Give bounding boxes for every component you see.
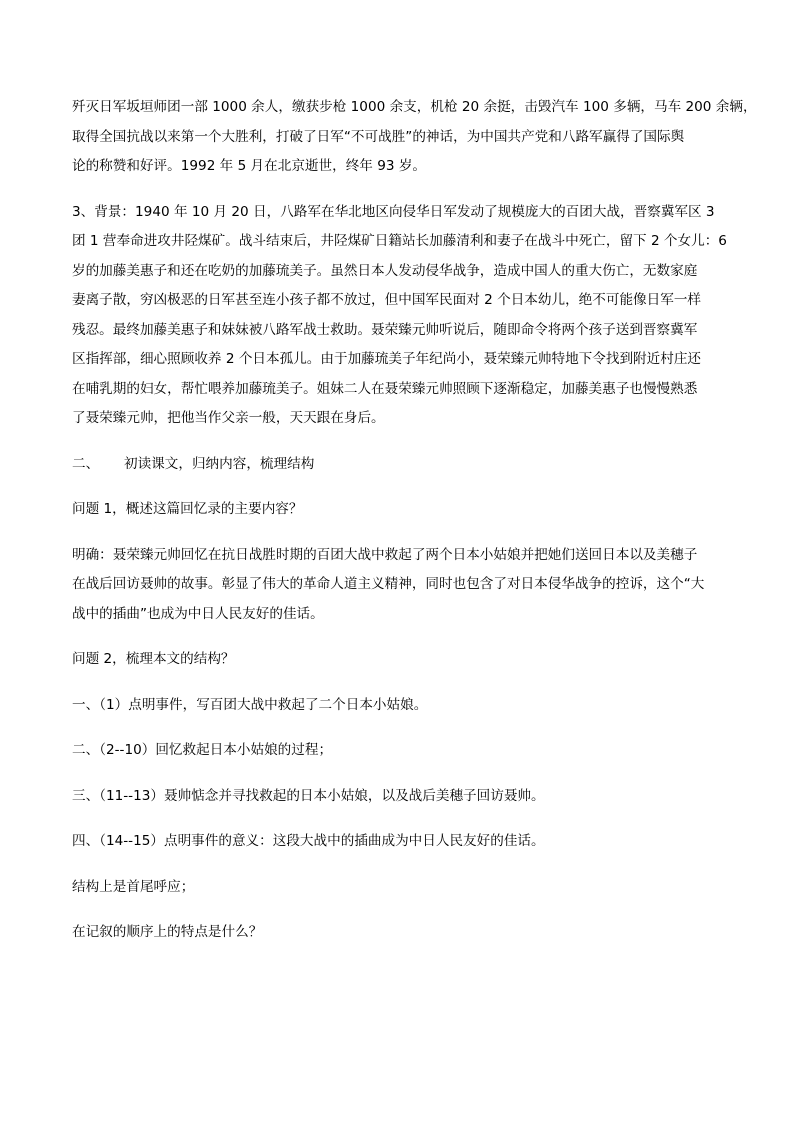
document-page xyxy=(72,93,757,964)
structure-item-4 xyxy=(72,827,744,857)
text-line: 取得全国抗战以来第一个大胜利，打破了日军“不可战胜”的神话，为中国共产党和八路军赢得了国际舆 xyxy=(72,128,685,145)
question-2 xyxy=(72,645,744,675)
question-1 xyxy=(72,495,744,525)
structure-text: 四、（14--15）点明事件的意义：这段大战中的插曲成为中日人民友好的佳话。 xyxy=(72,833,545,849)
text-line: 战中的插曲”也成为中日人民友好的佳话。 xyxy=(72,605,324,622)
question-text: 在记叙的顺序上的特点是什么？ xyxy=(72,924,263,940)
text-line: 妻离子散，穷凶极恶的日军甚至连小孩子都不放过，但中国军民面对 2 个日本幼儿，绝不可能像日军一样 xyxy=(72,292,702,308)
section-number: 二、 xyxy=(72,455,100,472)
text-line: 论的称赞和好评。1992 年 5 月在北京逝世，终年 93 岁。 xyxy=(72,158,427,174)
text-line: 残忍。最终加藤美惠子和妹妹被八路军战士救助。聂荣臻元帅听说后，随即命令将两个孩子送到晋察冀军 xyxy=(72,321,698,338)
section-heading xyxy=(72,450,744,480)
structure-item-3 xyxy=(72,782,744,812)
conclusion-text: 结构上是首尾呼应； xyxy=(72,878,195,895)
text-line: 明确：聂荣臻元帅回忆在抗日战胜时期的百团大战中救起了两个日本小姑娘并把她们送回日本以及美穗子 xyxy=(72,546,698,563)
question-text: 问题 2，梳理本文的结构？ xyxy=(72,651,235,667)
text-line: 团 1 营奉命进攻井陉煤矿。战斗结束后，井陉煤矿日籍站长加藤清利和妻子在战斗中死亡，留下 2 个女儿：6 xyxy=(72,233,727,249)
text-line: 了聂荣臻元帅，把他当作父亲一般，天天跟在身后。 xyxy=(72,410,385,426)
answer-1 xyxy=(72,541,744,630)
text-line: 在战后回访聂帅的故事。彰显了伟大的革命人道主义精神，同时也包含了对日本侵华战争的控诉，这个“大 xyxy=(72,576,705,592)
structure-text: 一、（1）点明事件，写百团大战中救起了二个日本小姑娘。 xyxy=(72,696,428,713)
text-line: 区指挥部，细心照顾收养 2 个日本孤儿。由于加藤琉美子年纪尚小，聂荣臻元帅特地下令找到附近村庄还 xyxy=(72,351,702,367)
text-line: 在哺乳期的妇女，帮忙喂养加藤琉美子。姐妹二人在聂荣臻元帅照顾下逐渐稳定，加藤美惠子也慢慢熟悉 xyxy=(72,380,698,397)
structure-conclusion xyxy=(72,873,744,903)
paragraph-battle-result xyxy=(72,93,757,182)
text-line: 岁的加藤美惠子和还在吃奶的加藤琉美子。虽然日本人发动侵华战争，造成中国人的重大伤亡，无数家庭 xyxy=(72,262,698,279)
structure-text: 二、（2--10）回忆救起日本小姑娘的过程； xyxy=(72,742,333,758)
text-line: 3、背景：1940 年 10 月 20 日，八路军在华北地区向侵华日军发动了规模庞大的百团大战，晋察冀军区 3 xyxy=(72,203,715,220)
structure-item-2 xyxy=(72,736,744,766)
question-3 xyxy=(72,918,744,948)
section-title: 初读课文，归纳内容，梳理结构 xyxy=(124,455,315,472)
structure-text: 三、（11--13）聂帅惦念并寻找救起的日本小姑娘，以及战后美穗子回访聂帅。 xyxy=(72,787,545,804)
question-text: 问题 1，概述这篇回忆录的主要内容？ xyxy=(72,501,303,517)
paragraph-background xyxy=(72,198,744,434)
text-line: 歼灭日军坂垣师团一部 1000 余人，缴获步枪 1000 余支，机枪 20 余挺，击毁汽车 100 多辆，马车 200 余辆， xyxy=(72,99,757,115)
structure-item-1 xyxy=(72,691,744,721)
